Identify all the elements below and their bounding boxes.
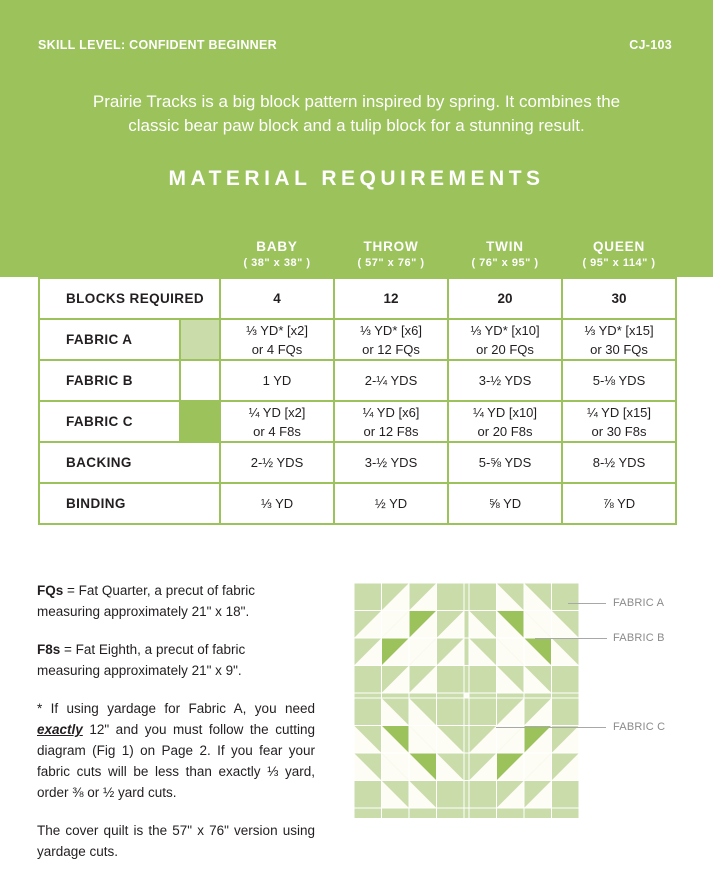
cell-line: ¼ YD [x10] bbox=[472, 404, 538, 420]
cell-line: ⅓ YD* [x15] bbox=[584, 322, 654, 338]
table-row bbox=[39, 442, 676, 483]
cell-line: ¼ YD [x6] bbox=[362, 404, 420, 420]
callout-line bbox=[496, 727, 606, 728]
table-header-row bbox=[39, 231, 676, 278]
table-cell bbox=[448, 401, 562, 442]
header-blank-cell bbox=[39, 231, 220, 278]
fq-definition: = Fat Quarter, a precut of fabric bbox=[63, 583, 255, 598]
column-header bbox=[334, 231, 448, 278]
table-cell: 5-⅛ YDS bbox=[562, 360, 676, 401]
fq-note bbox=[37, 580, 315, 622]
fabric-c-label: FABRIC C bbox=[613, 721, 666, 733]
row-label: BLOCKS REQUIRED bbox=[39, 278, 220, 319]
f8-measure: measuring approximately 21" x 9". bbox=[37, 663, 242, 678]
cell-line: or 4 FQs bbox=[251, 341, 303, 357]
table-cell: ½ YD bbox=[334, 483, 448, 524]
column-header bbox=[220, 231, 334, 278]
cell-line: ⅓ YD* [x6] bbox=[360, 322, 422, 338]
quilt-block-diagram bbox=[354, 583, 579, 818]
quilt-sashing-vertical bbox=[464, 583, 469, 818]
table-row bbox=[39, 278, 676, 319]
table-cell: 5-⅝ YDS bbox=[448, 442, 562, 483]
row-label: BACKING bbox=[39, 442, 220, 483]
cell-line: or 30 F8s bbox=[591, 423, 647, 439]
table-cell: 8-½ YDS bbox=[562, 442, 676, 483]
table-cell: 3-½ YDS bbox=[334, 442, 448, 483]
section-title: MATERIAL REQUIREMENTS bbox=[168, 167, 545, 190]
table-cell: 2-½ YDS bbox=[220, 442, 334, 483]
material-requirements-table bbox=[38, 230, 677, 525]
intro-line: Prairie Tracks is a big block pattern inspired by spring. It combines the bbox=[92, 92, 621, 111]
cell-line: or 12 FQs bbox=[362, 341, 420, 357]
quilt-cornerstone bbox=[464, 693, 469, 698]
table-row bbox=[39, 360, 676, 401]
table-cell bbox=[220, 401, 334, 442]
column-size-label: QUEEN bbox=[592, 238, 645, 254]
pattern-code: CJ-103 bbox=[629, 38, 672, 52]
table-cell bbox=[562, 401, 676, 442]
table-cell bbox=[334, 401, 448, 442]
table-cell bbox=[448, 319, 562, 360]
column-dimensions: ( 76" x 95" ) bbox=[471, 256, 539, 269]
fabric-a-swatch bbox=[180, 319, 220, 360]
fabric-c-swatch bbox=[180, 401, 220, 442]
fabric-b-swatch bbox=[180, 360, 220, 401]
table-cell: ⅝ YD bbox=[448, 483, 562, 524]
table-cell bbox=[334, 319, 448, 360]
cell-line: or 20 FQs bbox=[476, 341, 534, 357]
table-cell: ⅓ YD bbox=[220, 483, 334, 524]
notes bbox=[37, 580, 315, 879]
fq-measure: measuring approximately 21" x 18". bbox=[37, 604, 250, 619]
table-cell: 2-¼ YDS bbox=[334, 360, 448, 401]
row-label: FABRIC B bbox=[39, 360, 180, 401]
exactly-emphasis: exactly bbox=[37, 722, 83, 737]
intro-text bbox=[40, 90, 673, 138]
row-label: FABRIC C bbox=[39, 401, 180, 442]
table-cell: 20 bbox=[448, 278, 562, 319]
column-size-label: BABY bbox=[256, 238, 298, 254]
table-cell: 1 YD bbox=[220, 360, 334, 401]
column-dimensions: ( 95" x 114" ) bbox=[582, 256, 656, 269]
intro-line: classic bear paw block and a tulip block for a stunning result. bbox=[128, 116, 585, 135]
row-label: FABRIC A bbox=[39, 319, 180, 360]
table-row bbox=[39, 401, 676, 442]
table-row bbox=[39, 319, 676, 360]
yardage-text: * If using yardage for Fabric A, you need bbox=[37, 701, 315, 716]
column-dimensions: ( 57" x 76" ) bbox=[357, 256, 425, 269]
table-cell bbox=[220, 319, 334, 360]
fabric-b-label: FABRIC B bbox=[613, 632, 665, 644]
table-cell: 3-½ YDS bbox=[448, 360, 562, 401]
f8-definition: = Fat Eighth, a precut of fabric bbox=[60, 642, 246, 657]
column-dimensions: ( 38" x 38" ) bbox=[243, 256, 311, 269]
yardage-note bbox=[37, 698, 315, 803]
fq-term: FQs bbox=[37, 583, 64, 598]
f8-note bbox=[37, 639, 315, 681]
column-header bbox=[448, 231, 562, 278]
cell-line: ¼ YD [x2] bbox=[248, 404, 306, 420]
table-cell: ⅞ YD bbox=[562, 483, 676, 524]
column-size-label: THROW bbox=[363, 238, 419, 254]
column-header bbox=[562, 231, 676, 278]
cell-line: or 4 F8s bbox=[253, 423, 301, 439]
table-cell: 4 bbox=[220, 278, 334, 319]
f8-term: F8s bbox=[37, 642, 61, 657]
cell-line: ¼ YD [x15] bbox=[586, 404, 652, 420]
yardage-text-continued: 12" and you must follow the cutting diagram (Fig 1) on Page 2. If you fear your fabric cuts will be less than exactly ⅓ yard, order ⅜ or ½ yard cuts. bbox=[37, 722, 315, 800]
skill-level: SKILL LEVEL: CONFIDENT BEGINNER bbox=[38, 38, 277, 52]
cell-line: or 12 F8s bbox=[363, 423, 419, 439]
row-label: BINDING bbox=[39, 483, 220, 524]
cell-line: ⅓ YD* [x2] bbox=[246, 322, 308, 338]
cell-line: or 30 FQs bbox=[590, 341, 648, 357]
column-size-label: TWIN bbox=[486, 238, 524, 254]
cover-note: The cover quilt is the 57" x 76" version using yardage cuts. bbox=[37, 823, 315, 859]
callout-line bbox=[535, 638, 607, 639]
table-cell bbox=[562, 319, 676, 360]
callout-line bbox=[568, 603, 606, 604]
table-row bbox=[39, 483, 676, 524]
table-cell: 12 bbox=[334, 278, 448, 319]
cell-line: ⅓ YD* [x10] bbox=[470, 322, 540, 338]
table-cell: 30 bbox=[562, 278, 676, 319]
fabric-a-label: FABRIC A bbox=[613, 597, 665, 609]
cell-line: or 20 F8s bbox=[477, 423, 533, 439]
